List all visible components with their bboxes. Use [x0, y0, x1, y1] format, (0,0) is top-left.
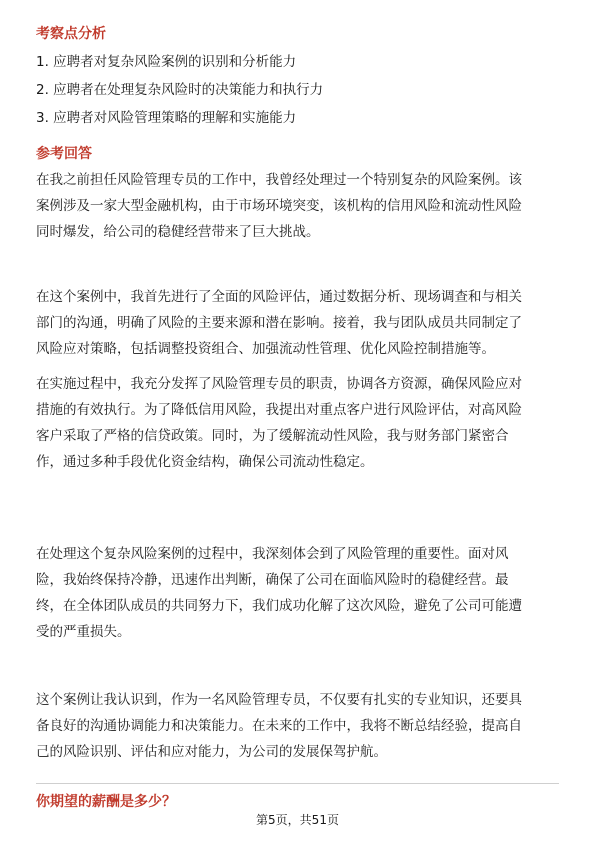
analysis-item-2: 2. 应聘者在处理复杂风险时的决策能力和执行力: [36, 82, 324, 98]
paragraph-line: 险，我始终保持冷静，迅速作出判断，确保了公司在面临风险时的稳健经营。最: [36, 572, 509, 588]
analysis-item-3: 3. 应聘者对风险管理策略的理解和实施能力: [36, 110, 297, 126]
paragraph-line: 客户采取了严格的信贷政策。同时，为了缓解流动性风险，我与财务部门紧密合: [36, 428, 509, 444]
section-divider: [36, 783, 559, 784]
reference-answer-heading: 参考回答: [36, 146, 92, 162]
paragraph-line: 在实施过程中，我充分发挥了风险管理专员的职责，协调各方资源，确保风险应对: [36, 376, 522, 392]
paragraph-line: 在处理这个复杂风险案例的过程中，我深刻体会到了风险管理的重要性。面对风: [36, 546, 509, 562]
answer-paragraph-2: [36, 284, 559, 362]
paragraph-line: 备良好的沟通协调能力和决策能力。在未来的工作中，我将不断总结经验，提高自: [36, 718, 522, 734]
paragraph-line: 措施的有效执行。为了降低信用风险，我提出对重点客户进行风险评估，对高风险: [36, 402, 522, 418]
answer-paragraph-3: [36, 371, 559, 475]
next-question-heading: 你期望的薪酬是多少？: [36, 794, 176, 810]
answer-paragraph-5: [36, 687, 559, 765]
paragraph-line: 作，通过多种手段优化资金结构，确保公司流动性稳定。: [36, 454, 374, 470]
paragraph-line: 终，在全体团队成员的共同努力下，我们成功化解了这次风险，避免了公司可能遭: [36, 598, 522, 614]
analysis-heading: 考察点分析: [36, 26, 106, 42]
paragraph-line: 同时爆发，给公司的稳健经营带来了巨大挑战。: [36, 224, 320, 240]
analysis-item-1: 1. 应聘者对复杂风险案例的识别和分析能力: [36, 54, 297, 70]
paragraph-line: 这个案例让我认识到，作为一名风险管理专员，不仅要有扎实的专业知识，还要具: [36, 692, 522, 708]
paragraph-line: 案例涉及一家大型金融机构，由于市场环境突变，该机构的信用风险和流动性风险: [36, 198, 522, 214]
answer-paragraph-4: [36, 541, 559, 645]
page-number-footer: 第5页，共51页: [256, 813, 339, 827]
paragraph-line: 己的风险识别、评估和应对能力，为公司的发展保驾护航。: [36, 744, 387, 760]
paragraph-line: 在我之前担任风险管理专员的工作中，我曾经处理过一个特别复杂的风险案例。该: [36, 172, 522, 188]
paragraph-line: 部门的沟通，明确了风险的主要来源和潜在影响。接着，我与团队成员共同制定了: [36, 315, 522, 331]
answer-paragraph-1: [36, 167, 559, 245]
paragraph-line: 受的严重损失。: [36, 624, 131, 640]
paragraph-line: 在这个案例中，我首先进行了全面的风险评估，通过数据分析、现场调查和与相关: [36, 289, 522, 305]
paragraph-line: 风险应对策略，包括调整投资组合、加强流动性管理、优化风险控制措施等。: [36, 341, 495, 357]
